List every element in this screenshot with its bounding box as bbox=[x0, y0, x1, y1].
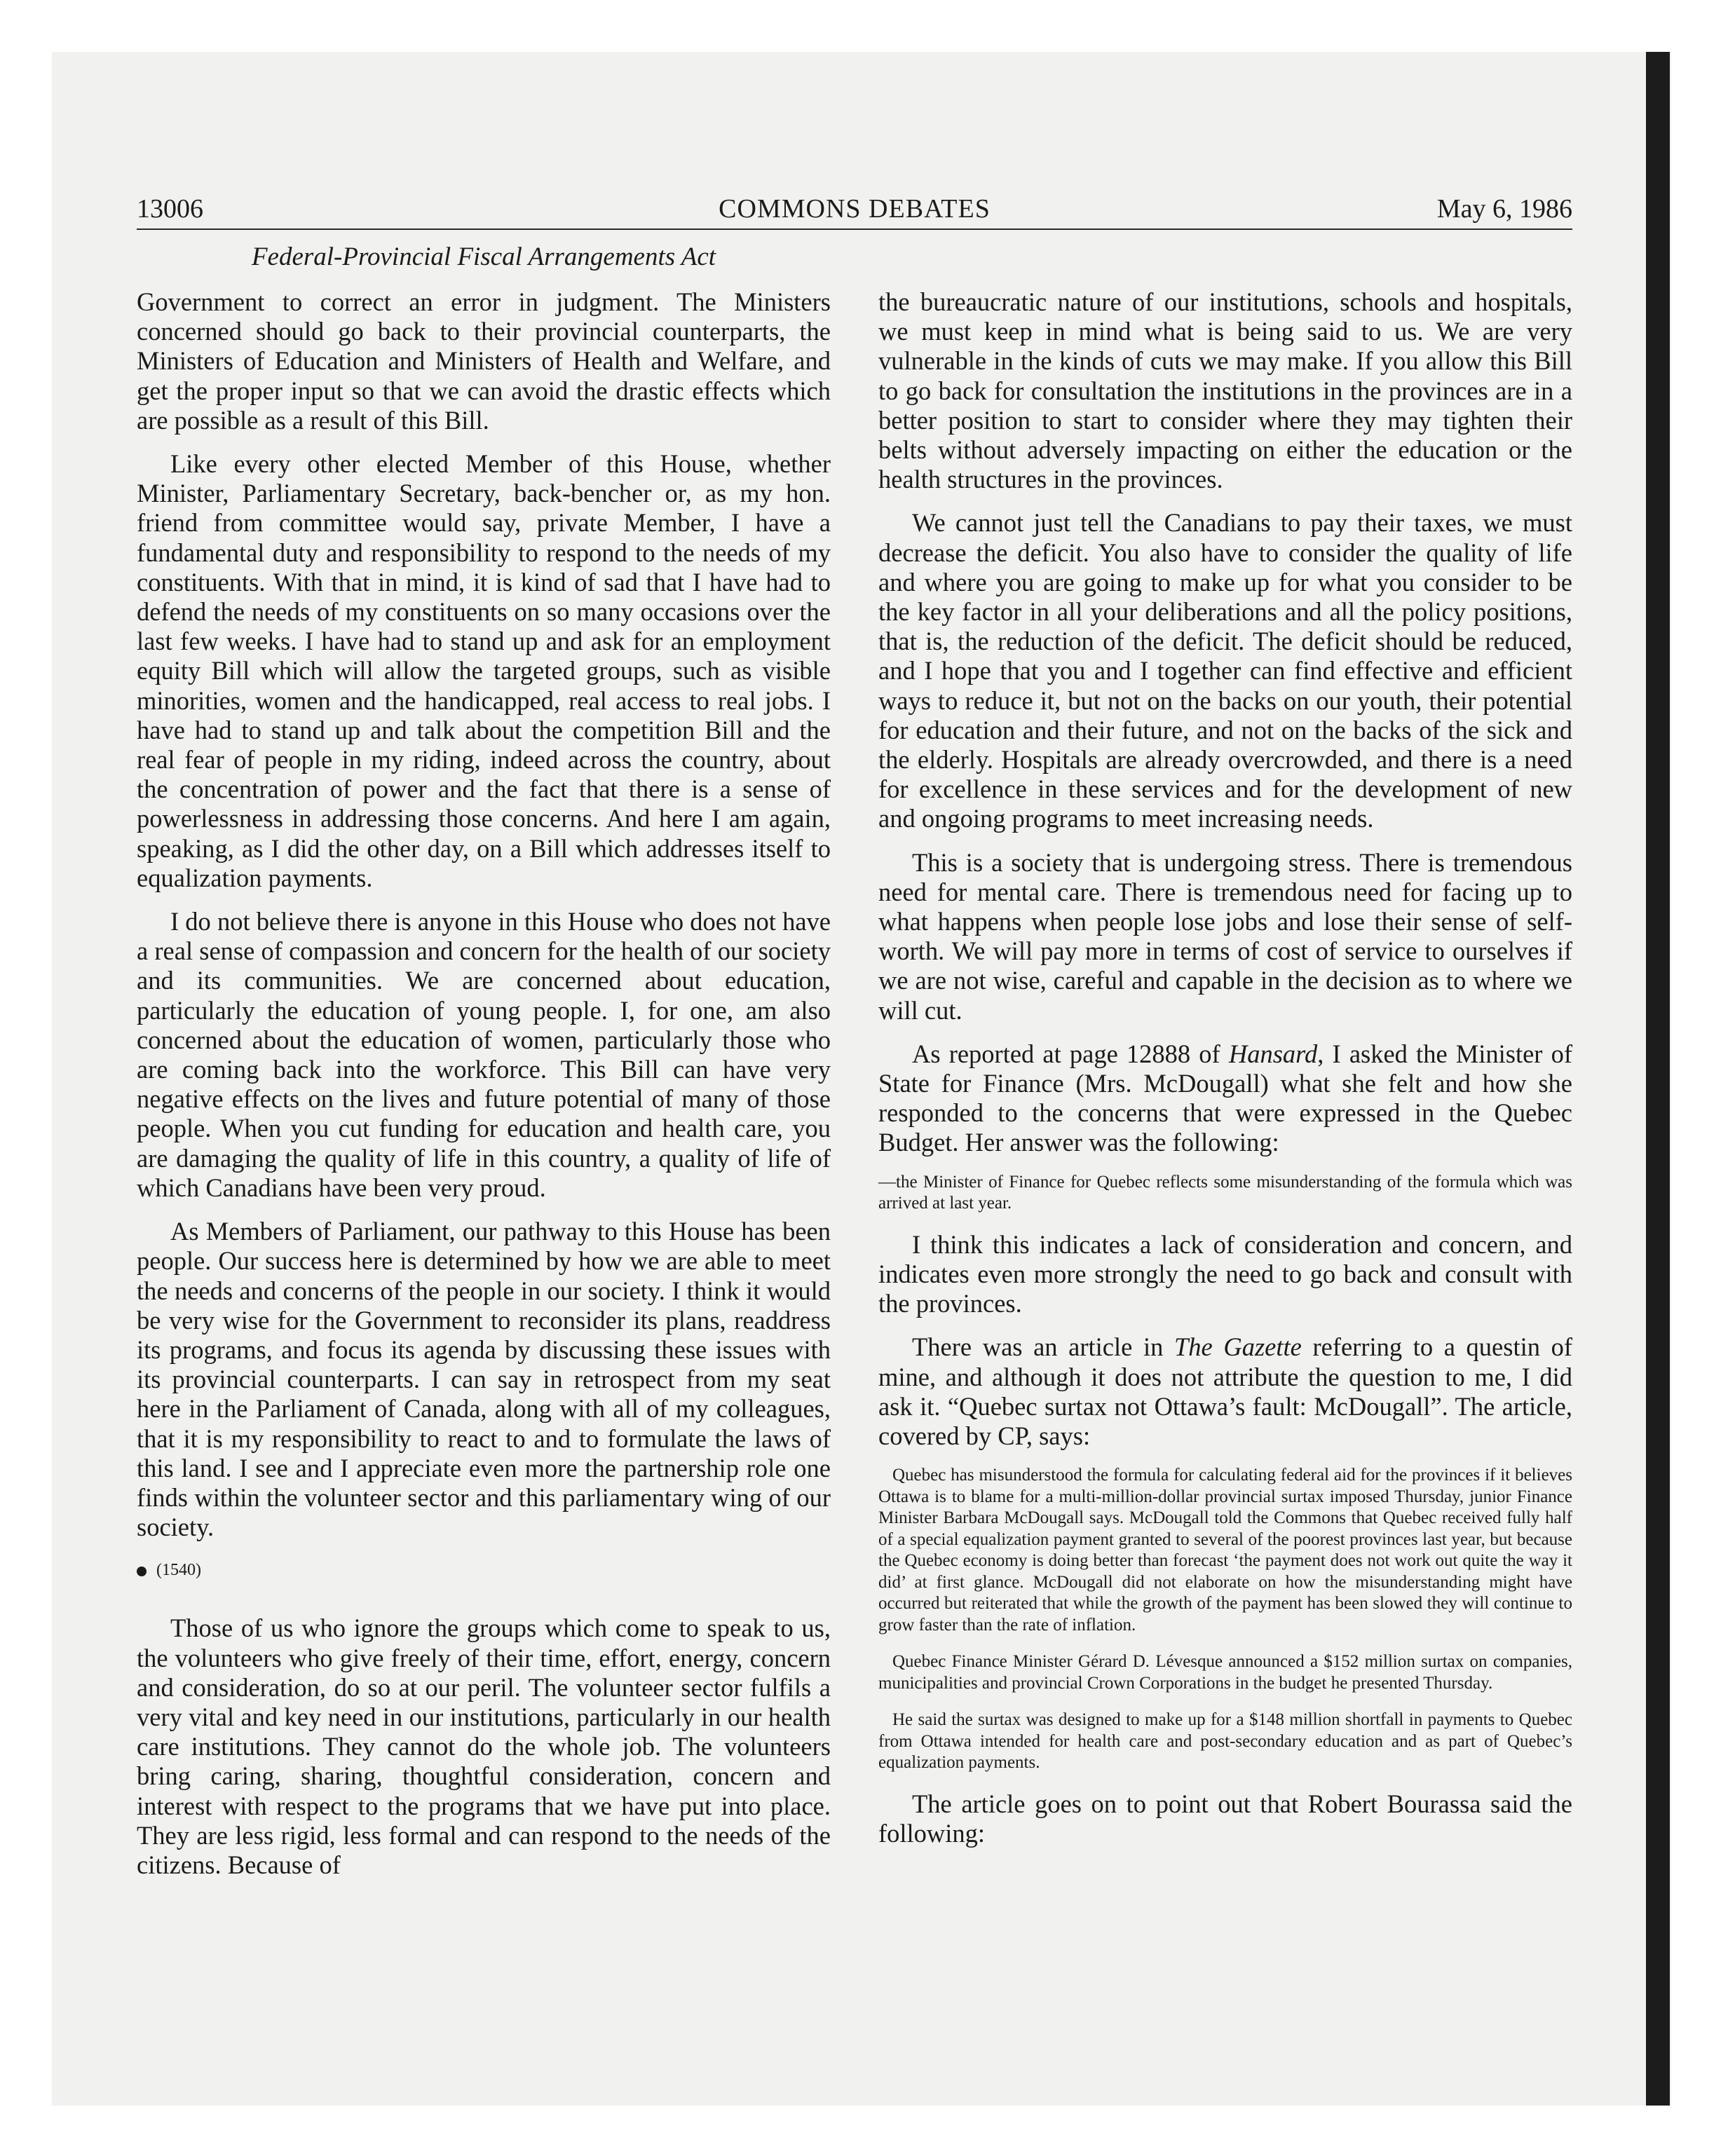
paragraph: Government to correct an error in judgment. The Ministers concerned should go back to their provincial counterparts, the Ministers of Education and Ministers of Health and Welfare, and get the proper input so that we can avoid the drastic effects which are possible as a result of this Bill. bbox=[137, 287, 831, 435]
page-header bbox=[137, 189, 1572, 230]
page-number: 13006 bbox=[137, 194, 203, 224]
bullet-icon bbox=[137, 1567, 147, 1576]
scan-binding-edge bbox=[1646, 52, 1670, 2106]
running-title: Federal-Provincial Fiscal Arrangements Act bbox=[251, 243, 716, 271]
paragraph bbox=[878, 1039, 1572, 1158]
paragraph bbox=[878, 1332, 1572, 1451]
paragraph: We cannot just tell the Canadians to pay their taxes, we must decrease the deficit. You also have to consider the quality of life and where you are going to make up for what you consider to be the key factor in all your deliberations and all the policy positions, that is, the reduction of the deficit. The deficit should be reduced, and I hope that you and I together can find effective and efficient ways to reduce it, but not on the backs on our youth, their potential for education and their future, and not on the backs of the sick and the elderly. Hospitals are already overcrowded, and there is a need for excellence in these services and for the development of new and ongoing programs to meet increasing needs. bbox=[878, 508, 1572, 833]
text-run: There was an article in bbox=[912, 1332, 1174, 1362]
block-quote: Quebec has misunderstood the formula for calculating federal aid for the provinces if it believes Ottawa is to blame for a multi-million-dollar provincial surtax imposed Thursday, junior Finance Minister Barbara McDougall says. McDougall told the Commons that Quebec received fully half of a special equalization payment granted to several of the poorest provinces last year, but because the Quebec economy is doing better than forecast ‘the payment does not work out quite the way it did’ at first glance. McDougall did not elaborate on how the misunderstanding might have occurred but reiterated that while the growth of the payment has been slowed they will continue to grow faster than the rate of inflation. bbox=[878, 1466, 1572, 1635]
time-marker bbox=[137, 1556, 831, 1584]
left-column bbox=[137, 287, 831, 1894]
paragraph: Those of us who ignore the groups which come to speak to us, the volunteers who give freely of their time, effort, energy, concern and consideration, do so at our peril. The volunteer sector fulfils a very vital and key need in our institutions, particularly in our health care institutions. They cannot do the whole job. The volunteers bring caring, sharing, thoughtful consideration, concern and interest with respect to the programs that we have put into place. They are less rigid, less formal and can respond to the needs of the citizens. Because of bbox=[137, 1613, 831, 1879]
journal-title: COMMONS DEBATES bbox=[719, 194, 991, 224]
block-quote: He said the surtax was designed to make up for a $148 million shortfall in payments to Quebec from Ottawa intended for health care and post-secondary education and as part of Quebec’s equalization payments. bbox=[878, 1710, 1572, 1773]
right-column bbox=[878, 287, 1572, 1862]
paragraph: This is a society that is undergoing stress. There is tremendous need for mental care. There is tremendous need for facing up to what happens when people lose jobs and lose their sense of self-worth. We will pay more in terms of cost of service to ourselves if we are not wise, careful and capable in the decision as to where we will cut. bbox=[878, 847, 1572, 1025]
paragraph: The article goes on to point out that Robert Bourassa said the following: bbox=[878, 1789, 1572, 1848]
block-quote: —the Minister of Finance for Quebec reflects some misunderstanding of the formula which was arrived at last year. bbox=[878, 1172, 1572, 1213]
header-date: May 6, 1986 bbox=[1436, 194, 1572, 224]
newspaper-title: The Gazette bbox=[1173, 1332, 1302, 1362]
paragraph: As Members of Parliament, our pathway to this House has been people. Our success here is determined by how we are able to meet the needs and concerns of the people in our society. I think it would be very wise for the Government to reconsider its plans, readdress its programs, and focus its agenda by discussing these issues with its provincial counterparts. I can say in retrospect from my seat here in the Parliament of Canada, along with all of my colleagues, that it is my responsibility to react to and to formulate the laws of this land. I see and I appreciate even more the partnership role one finds within the volunteer sector and this parliamentary wing of our society. bbox=[137, 1217, 831, 1542]
time-marker-label: (1540) bbox=[156, 1561, 201, 1580]
text-run: As reported at page 12888 of bbox=[912, 1039, 1229, 1068]
text-run: referring to a questin of mine, and although it does not attribute the question to me, I did ask it. “Quebec surtax not Ottawa’s fault: McDougall”. The article, covered by CP, says: bbox=[878, 1332, 1573, 1450]
paragraph: Like every other elected Member of this House, whether Minister, Parliamentary Secretary, back-bencher or, as my hon. friend from committee would say, private Member, I have a fundamental duty and responsibility to respond to the needs of my constituents. With that in mind, it is kind of sad that I have had to defend the needs of my constituents on so many occasions over the last few weeks. I have had to stand up and ask for an employment equity Bill which will allow the targeted groups, such as visible minorities, women and the handicapped, real access to real jobs. I have had to stand up and talk about the competition Bill and the real fear of people in my riding, indeed across the country, about the concentration of power and the fact that there is a sense of powerlessness in addressing those concerns. And here I am again, speaking, as I did the other day, on a Bill which addresses itself to equalization payments. bbox=[137, 449, 831, 892]
hansard-title: Hansard bbox=[1228, 1039, 1318, 1068]
paragraph: I do not believe there is anyone in this House who does not have a real sense of compassion and concern for the health of our society and its communities. We are concerned about education, particularly the education of young people. I, for one, am also concerned about the education of women, particularly those who are coming back into the workforce. This Bill can have very negative effects on the lives and future potential of many of those people. When you cut funding for education and health care, you are damaging the quality of life in this country, a quality of life of which Canadians have been very proud. bbox=[137, 907, 831, 1202]
block-quote: Quebec Finance Minister Gérard D. Lévesque announced a $152 million surtax on companies, municipalities and provincial Crown Corporations in the budget he presented Thursday. bbox=[878, 1652, 1572, 1693]
text-run: , I asked the Minister of State for Finance (Mrs. McDougall) what she felt and how she responded to the concerns that were expressed in the Quebec Budget. Her answer was the following: bbox=[878, 1039, 1573, 1157]
paragraph: the bureaucratic nature of our institutions, schools and hospitals, we must keep in mind what is being said to us. We are very vulnerable in the kinds of cuts we may make. If you allow this Bill to go back for consultation the institutions in the provinces are in a better position to start to consider where they may tighten their belts without adversely impacting on either the education or the health structures in the provinces. bbox=[878, 287, 1572, 494]
paragraph: I think this indicates a lack of consideration and concern, and indicates even more strongly the need to go back and consult with the provinces. bbox=[878, 1229, 1572, 1318]
